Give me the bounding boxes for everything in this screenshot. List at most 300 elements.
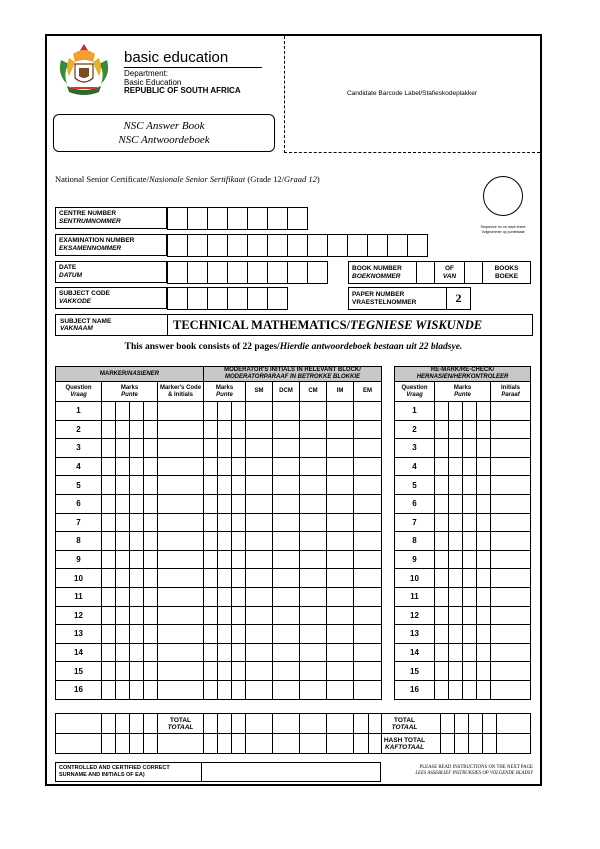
remark-marks-box[interactable] <box>463 662 477 681</box>
marks-box[interactable] <box>116 680 130 699</box>
sm-box[interactable] <box>246 402 273 421</box>
remark-marks-box[interactable] <box>449 532 463 551</box>
cm-box[interactable] <box>300 532 327 551</box>
moderator-marks-box[interactable] <box>204 439 218 458</box>
cm-box[interactable] <box>300 625 327 644</box>
marks-box[interactable] <box>116 662 130 681</box>
dcm-box[interactable] <box>273 513 300 532</box>
remark-marks-box[interactable] <box>477 569 491 588</box>
date-boxes[interactable] <box>167 261 328 284</box>
total-cell[interactable] <box>56 714 102 734</box>
em-box[interactable] <box>354 513 382 532</box>
digit-box[interactable] <box>188 262 208 284</box>
moderator-marks-box[interactable] <box>218 569 232 588</box>
moderator-marks-box[interactable] <box>232 513 246 532</box>
moderator-marks-box[interactable] <box>218 606 232 625</box>
dcm-box[interactable] <box>273 643 300 662</box>
marker-code-box[interactable] <box>158 625 204 644</box>
marks-box[interactable] <box>116 587 130 606</box>
remark-marks-box[interactable] <box>477 606 491 625</box>
marks-box[interactable] <box>116 532 130 551</box>
remark-marks-box[interactable] <box>463 402 477 421</box>
marker-code-box[interactable] <box>158 476 204 495</box>
moderator-marks-box[interactable] <box>204 476 218 495</box>
cm-box[interactable] <box>300 494 327 513</box>
digit-box[interactable] <box>248 235 268 257</box>
remark-marks-box[interactable] <box>449 643 463 662</box>
sm-box[interactable] <box>246 569 273 588</box>
im-box[interactable] <box>327 457 354 476</box>
marks-box[interactable] <box>102 402 116 421</box>
digit-box[interactable] <box>348 235 368 257</box>
moderator-marks-box[interactable] <box>218 662 232 681</box>
total-cell[interactable] <box>116 714 130 734</box>
moderator-marks-box[interactable] <box>232 662 246 681</box>
marks-box[interactable] <box>116 402 130 421</box>
marks-box[interactable] <box>102 476 116 495</box>
remark-marks-box[interactable] <box>477 587 491 606</box>
moderator-marks-box[interactable] <box>204 402 218 421</box>
digit-box[interactable] <box>288 235 308 257</box>
total-cell[interactable] <box>102 714 116 734</box>
remark-marks-box[interactable] <box>449 569 463 588</box>
marks-box[interactable] <box>144 420 158 439</box>
moderator-marks-box[interactable] <box>204 643 218 662</box>
moderator-marks-box[interactable] <box>204 457 218 476</box>
marks-box[interactable] <box>130 513 144 532</box>
book-number-box[interactable] <box>417 262 435 284</box>
marks-box[interactable] <box>144 476 158 495</box>
total-cell[interactable] <box>273 714 300 734</box>
sm-box[interactable] <box>246 662 273 681</box>
remark-total-cell[interactable] <box>441 714 455 734</box>
remark-total-cell[interactable] <box>455 714 469 734</box>
moderator-marks-box[interactable] <box>218 680 232 699</box>
digit-box[interactable] <box>268 208 288 230</box>
remark-marks-box[interactable] <box>435 420 449 439</box>
sequence-circle[interactable] <box>483 176 523 216</box>
dcm-box[interactable] <box>273 587 300 606</box>
moderator-marks-box[interactable] <box>218 439 232 458</box>
remark-marks-box[interactable] <box>435 643 449 662</box>
marker-code-box[interactable] <box>158 662 204 681</box>
digit-box[interactable] <box>268 262 288 284</box>
remark-marks-box[interactable] <box>435 662 449 681</box>
hash-cell[interactable] <box>218 734 232 754</box>
remark-initials-box[interactable] <box>491 625 531 644</box>
remark-initials-box[interactable] <box>491 494 531 513</box>
marks-box[interactable] <box>144 457 158 476</box>
sm-box[interactable] <box>246 587 273 606</box>
marks-box[interactable] <box>116 439 130 458</box>
cm-box[interactable] <box>300 513 327 532</box>
sm-box[interactable] <box>246 550 273 569</box>
sm-box[interactable] <box>246 680 273 699</box>
im-box[interactable] <box>327 606 354 625</box>
marks-box[interactable] <box>144 680 158 699</box>
digit-box[interactable] <box>208 235 228 257</box>
digit-box[interactable] <box>228 262 248 284</box>
remark-marks-box[interactable] <box>463 569 477 588</box>
sm-box[interactable] <box>246 494 273 513</box>
marks-box[interactable] <box>144 587 158 606</box>
remark-marks-box[interactable] <box>449 662 463 681</box>
digit-box[interactable] <box>188 235 208 257</box>
marker-code-box[interactable] <box>158 532 204 551</box>
marker-code-box[interactable] <box>158 439 204 458</box>
em-box[interactable] <box>354 662 382 681</box>
marks-box[interactable] <box>102 643 116 662</box>
remark-marks-box[interactable] <box>463 439 477 458</box>
remark-initials-box[interactable] <box>491 420 531 439</box>
hash-cell[interactable] <box>246 734 273 754</box>
digit-box[interactable] <box>168 208 188 230</box>
remark-marks-box[interactable] <box>477 662 491 681</box>
remark-marks-box[interactable] <box>477 680 491 699</box>
marks-box[interactable] <box>144 569 158 588</box>
im-box[interactable] <box>327 662 354 681</box>
digit-box[interactable] <box>208 288 228 310</box>
marks-box[interactable] <box>130 680 144 699</box>
remark-total-cell[interactable] <box>497 714 531 734</box>
marker-code-box[interactable] <box>158 680 204 699</box>
total-cell[interactable] <box>232 714 246 734</box>
remark-marks-box[interactable] <box>477 439 491 458</box>
marks-box[interactable] <box>130 643 144 662</box>
em-box[interactable] <box>354 550 382 569</box>
marks-box[interactable] <box>144 532 158 551</box>
dcm-box[interactable] <box>273 606 300 625</box>
sm-box[interactable] <box>246 420 273 439</box>
moderator-marks-box[interactable] <box>232 420 246 439</box>
cm-box[interactable] <box>300 587 327 606</box>
remark-initials-box[interactable] <box>491 532 531 551</box>
remark-total-cell[interactable] <box>469 714 483 734</box>
remark-marks-box[interactable] <box>435 457 449 476</box>
marks-box[interactable] <box>130 662 144 681</box>
marks-box[interactable] <box>130 476 144 495</box>
moderator-marks-box[interactable] <box>204 532 218 551</box>
marks-box[interactable] <box>130 494 144 513</box>
remark-hash-cell[interactable] <box>441 734 455 754</box>
remark-marks-box[interactable] <box>477 550 491 569</box>
em-box[interactable] <box>354 606 382 625</box>
remark-hash-cell[interactable] <box>455 734 469 754</box>
moderator-marks-box[interactable] <box>204 569 218 588</box>
marker-code-box[interactable] <box>158 643 204 662</box>
remark-initials-box[interactable] <box>491 606 531 625</box>
remark-marks-box[interactable] <box>463 494 477 513</box>
remark-initials-box[interactable] <box>491 550 531 569</box>
moderator-marks-box[interactable] <box>232 457 246 476</box>
marker-code-box[interactable] <box>158 513 204 532</box>
remark-marks-box[interactable] <box>477 532 491 551</box>
moderator-marks-box[interactable] <box>232 680 246 699</box>
moderator-marks-box[interactable] <box>232 476 246 495</box>
hash-cell[interactable] <box>327 734 354 754</box>
remark-marks-box[interactable] <box>435 587 449 606</box>
marks-box[interactable] <box>116 606 130 625</box>
digit-box[interactable] <box>268 288 288 310</box>
marks-box[interactable] <box>116 625 130 644</box>
remark-initials-box[interactable] <box>491 569 531 588</box>
marks-box[interactable] <box>102 420 116 439</box>
remark-initials-box[interactable] <box>491 587 531 606</box>
total-cell[interactable] <box>327 714 354 734</box>
digit-box[interactable] <box>248 208 268 230</box>
marks-box[interactable] <box>130 606 144 625</box>
moderator-marks-box[interactable] <box>232 643 246 662</box>
remark-marks-box[interactable] <box>435 680 449 699</box>
sm-box[interactable] <box>246 532 273 551</box>
digit-box[interactable] <box>208 208 228 230</box>
marks-box[interactable] <box>130 550 144 569</box>
remark-marks-box[interactable] <box>477 420 491 439</box>
moderator-marks-box[interactable] <box>204 494 218 513</box>
marks-box[interactable] <box>102 680 116 699</box>
sm-box[interactable] <box>246 457 273 476</box>
moderator-marks-box[interactable] <box>218 513 232 532</box>
digit-box[interactable] <box>368 235 388 257</box>
marks-box[interactable] <box>102 513 116 532</box>
total-cell[interactable] <box>130 714 144 734</box>
im-box[interactable] <box>327 587 354 606</box>
marks-box[interactable] <box>102 532 116 551</box>
remark-marks-box[interactable] <box>449 476 463 495</box>
marks-box[interactable] <box>116 420 130 439</box>
marker-code-box[interactable] <box>158 494 204 513</box>
moderator-marks-box[interactable] <box>232 625 246 644</box>
im-box[interactable] <box>327 476 354 495</box>
marks-box[interactable] <box>130 420 144 439</box>
remark-marks-box[interactable] <box>435 569 449 588</box>
im-box[interactable] <box>327 513 354 532</box>
digit-box[interactable] <box>168 262 188 284</box>
marks-box[interactable] <box>144 550 158 569</box>
moderator-marks-box[interactable] <box>218 587 232 606</box>
remark-marks-box[interactable] <box>449 550 463 569</box>
remark-total-cell[interactable] <box>483 714 497 734</box>
marks-box[interactable] <box>116 513 130 532</box>
marks-box[interactable] <box>144 662 158 681</box>
marks-box[interactable] <box>116 457 130 476</box>
remark-marks-box[interactable] <box>449 494 463 513</box>
remark-marks-box[interactable] <box>463 420 477 439</box>
remark-marks-box[interactable] <box>435 402 449 421</box>
marks-box[interactable] <box>102 587 116 606</box>
remark-marks-box[interactable] <box>463 476 477 495</box>
marker-code-box[interactable] <box>158 402 204 421</box>
dcm-box[interactable] <box>273 569 300 588</box>
marks-box[interactable] <box>102 662 116 681</box>
marker-code-box[interactable] <box>158 606 204 625</box>
cm-box[interactable] <box>300 662 327 681</box>
em-box[interactable] <box>354 439 382 458</box>
digit-box[interactable] <box>228 288 248 310</box>
remark-marks-box[interactable] <box>435 476 449 495</box>
remark-marks-box[interactable] <box>449 606 463 625</box>
remark-marks-box[interactable] <box>435 606 449 625</box>
remark-marks-box[interactable] <box>463 513 477 532</box>
dcm-box[interactable] <box>273 662 300 681</box>
total-cell[interactable] <box>204 714 218 734</box>
remark-marks-box[interactable] <box>435 625 449 644</box>
digit-box[interactable] <box>388 235 408 257</box>
cm-box[interactable] <box>300 643 327 662</box>
marks-box[interactable] <box>102 606 116 625</box>
marker-code-box[interactable] <box>158 569 204 588</box>
moderator-marks-box[interactable] <box>218 476 232 495</box>
digit-box[interactable] <box>168 235 188 257</box>
digit-box[interactable] <box>228 235 248 257</box>
marks-box[interactable] <box>130 569 144 588</box>
sm-box[interactable] <box>246 513 273 532</box>
total-cell[interactable] <box>144 714 158 734</box>
remark-marks-box[interactable] <box>435 532 449 551</box>
moderator-marks-box[interactable] <box>218 625 232 644</box>
em-box[interactable] <box>354 457 382 476</box>
digit-box[interactable] <box>328 235 348 257</box>
moderator-marks-box[interactable] <box>232 606 246 625</box>
marks-box[interactable] <box>102 494 116 513</box>
remark-initials-box[interactable] <box>491 476 531 495</box>
moderator-marks-box[interactable] <box>204 420 218 439</box>
em-box[interactable] <box>354 476 382 495</box>
dcm-box[interactable] <box>273 550 300 569</box>
marks-box[interactable] <box>144 625 158 644</box>
em-box[interactable] <box>354 625 382 644</box>
digit-box[interactable] <box>248 288 268 310</box>
remark-marks-box[interactable] <box>463 606 477 625</box>
moderator-marks-box[interactable] <box>232 439 246 458</box>
sm-box[interactable] <box>246 625 273 644</box>
digit-box[interactable] <box>248 262 268 284</box>
remark-marks-box[interactable] <box>463 643 477 662</box>
dcm-box[interactable] <box>273 625 300 644</box>
marks-box[interactable] <box>116 550 130 569</box>
marks-box[interactable] <box>102 625 116 644</box>
hash-cell[interactable] <box>232 734 246 754</box>
cm-box[interactable] <box>300 457 327 476</box>
moderator-marks-box[interactable] <box>218 420 232 439</box>
marks-box[interactable] <box>130 532 144 551</box>
centre-number-boxes[interactable] <box>167 207 308 230</box>
remark-marks-box[interactable] <box>477 643 491 662</box>
dcm-box[interactable] <box>273 476 300 495</box>
cm-box[interactable] <box>300 606 327 625</box>
books-total-box[interactable] <box>465 262 483 284</box>
remark-marks-box[interactable] <box>477 457 491 476</box>
dcm-box[interactable] <box>273 680 300 699</box>
remark-marks-box[interactable] <box>463 587 477 606</box>
cm-box[interactable] <box>300 420 327 439</box>
total-cell[interactable] <box>218 714 232 734</box>
moderator-marks-box[interactable] <box>218 494 232 513</box>
remark-initials-box[interactable] <box>491 439 531 458</box>
remark-initials-box[interactable] <box>491 513 531 532</box>
digit-box[interactable] <box>208 262 228 284</box>
moderator-marks-box[interactable] <box>204 625 218 644</box>
moderator-marks-box[interactable] <box>218 532 232 551</box>
moderator-marks-box[interactable] <box>232 550 246 569</box>
digit-box[interactable] <box>288 208 308 230</box>
marks-box[interactable] <box>144 513 158 532</box>
moderator-marks-box[interactable] <box>204 550 218 569</box>
em-box[interactable] <box>354 420 382 439</box>
subject-code-boxes[interactable] <box>167 287 288 310</box>
marks-box[interactable] <box>144 643 158 662</box>
moderator-marks-box[interactable] <box>232 532 246 551</box>
dcm-box[interactable] <box>273 420 300 439</box>
marks-box[interactable] <box>130 587 144 606</box>
hash-cell[interactable] <box>158 734 204 754</box>
remark-hash-cell[interactable] <box>497 734 531 754</box>
im-box[interactable] <box>327 494 354 513</box>
remark-marks-box[interactable] <box>463 550 477 569</box>
moderator-marks-box[interactable] <box>204 606 218 625</box>
digit-box[interactable] <box>228 208 248 230</box>
marks-box[interactable] <box>144 606 158 625</box>
remark-marks-box[interactable] <box>477 625 491 644</box>
marks-box[interactable] <box>116 569 130 588</box>
remark-marks-box[interactable] <box>463 457 477 476</box>
remark-marks-box[interactable] <box>449 513 463 532</box>
moderator-marks-box[interactable] <box>232 569 246 588</box>
im-box[interactable] <box>327 550 354 569</box>
remark-marks-box[interactable] <box>435 494 449 513</box>
em-box[interactable] <box>354 587 382 606</box>
em-box[interactable] <box>354 569 382 588</box>
remark-hash-cell[interactable] <box>469 734 483 754</box>
remark-marks-box[interactable] <box>477 513 491 532</box>
remark-initials-box[interactable] <box>491 457 531 476</box>
marks-box[interactable] <box>144 494 158 513</box>
hash-cell[interactable] <box>204 734 218 754</box>
hash-cell[interactable] <box>116 734 130 754</box>
sm-box[interactable] <box>246 476 273 495</box>
remark-marks-box[interactable] <box>449 439 463 458</box>
moderator-marks-box[interactable] <box>218 550 232 569</box>
marker-code-box[interactable] <box>158 420 204 439</box>
moderator-marks-box[interactable] <box>232 587 246 606</box>
remark-initials-box[interactable] <box>491 662 531 681</box>
digit-box[interactable] <box>288 262 308 284</box>
cm-box[interactable] <box>300 550 327 569</box>
em-box[interactable] <box>354 643 382 662</box>
remark-initials-box[interactable] <box>491 643 531 662</box>
total-cell[interactable] <box>300 714 327 734</box>
sm-box[interactable] <box>246 606 273 625</box>
remark-marks-box[interactable] <box>449 402 463 421</box>
dcm-box[interactable] <box>273 457 300 476</box>
digit-box[interactable] <box>188 208 208 230</box>
hash-cell[interactable] <box>56 734 102 754</box>
moderator-marks-box[interactable] <box>218 643 232 662</box>
marks-box[interactable] <box>102 569 116 588</box>
hash-cell[interactable] <box>144 734 158 754</box>
em-box[interactable] <box>354 402 382 421</box>
remark-marks-box[interactable] <box>435 550 449 569</box>
remark-marks-box[interactable] <box>463 680 477 699</box>
cm-box[interactable] <box>300 402 327 421</box>
cm-box[interactable] <box>300 569 327 588</box>
digit-box[interactable] <box>308 235 328 257</box>
marks-box[interactable] <box>116 643 130 662</box>
im-box[interactable] <box>327 643 354 662</box>
total-cell[interactable] <box>246 714 273 734</box>
moderator-marks-box[interactable] <box>204 587 218 606</box>
hash-cell[interactable] <box>273 734 300 754</box>
